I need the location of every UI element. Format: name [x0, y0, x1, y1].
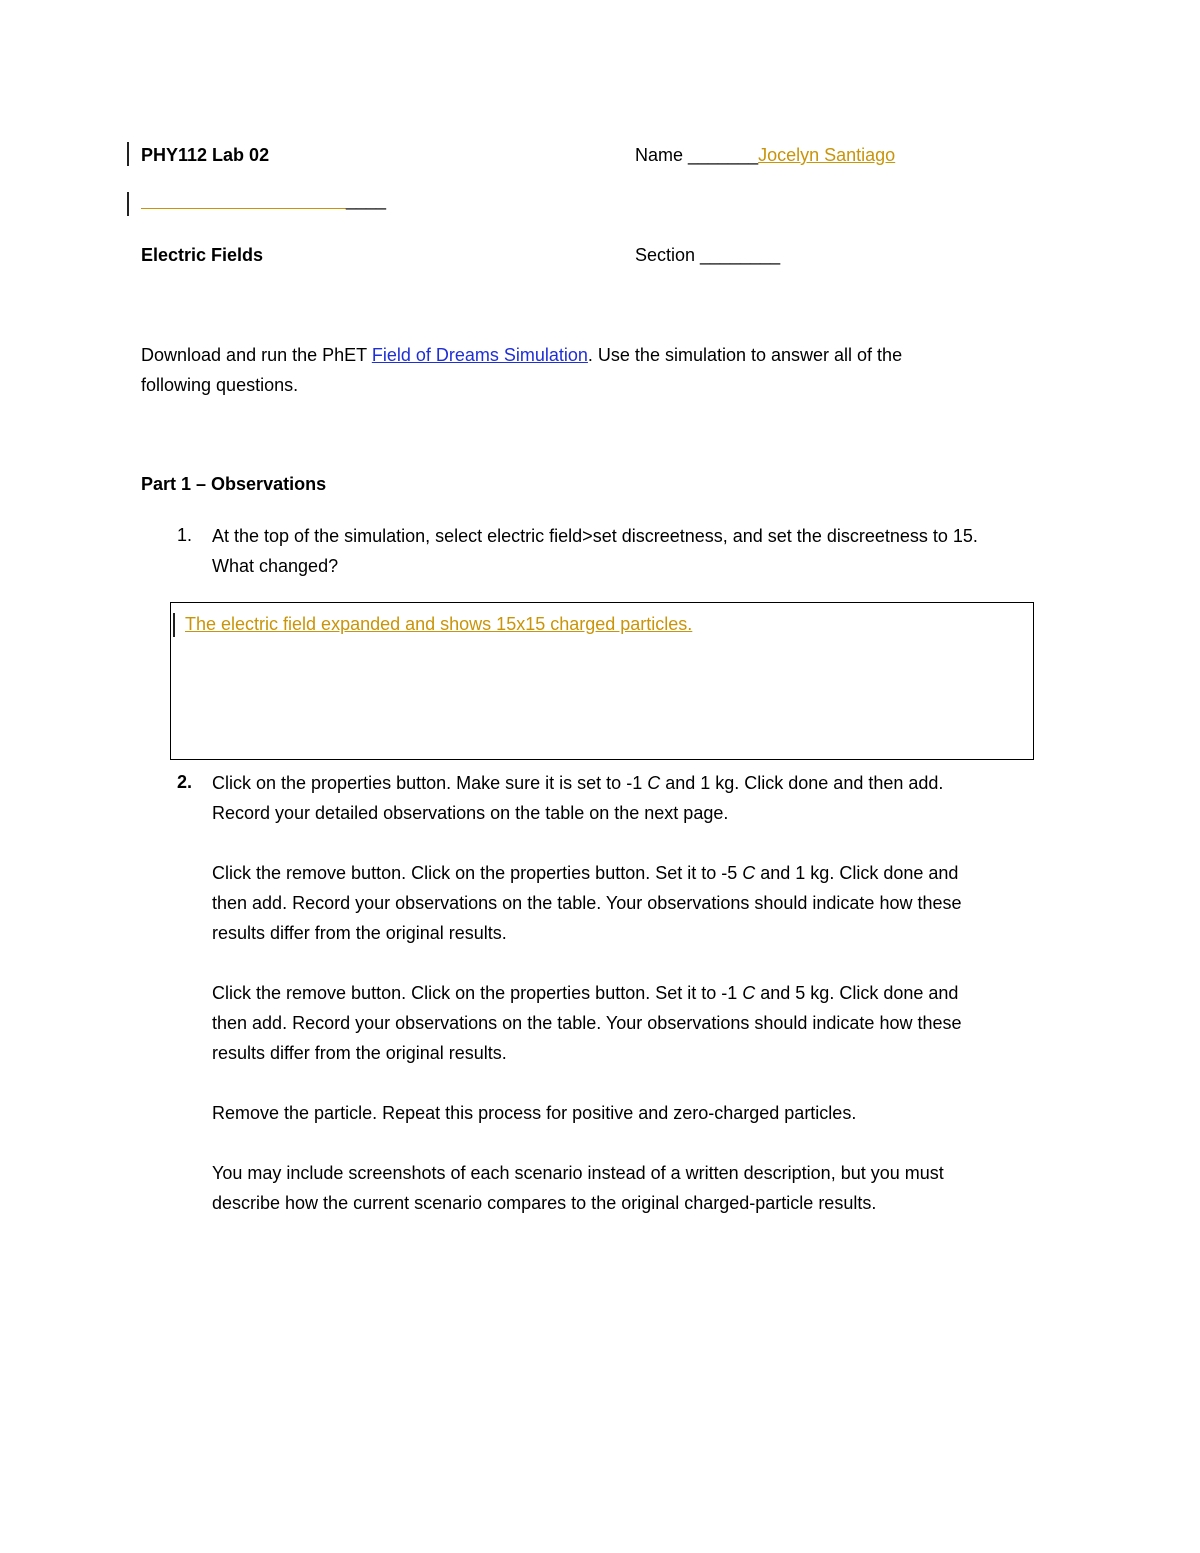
student-name[interactable]: Jocelyn Santiago	[758, 145, 896, 165]
q1-line-2: What changed?	[212, 556, 339, 576]
intro-line-2: following questions.	[141, 375, 299, 395]
q2-p3-line-2: then add. Record your observations on the table. Your observations should indicate how these	[212, 1013, 962, 1033]
answer-text-q1[interactable]: The electric field expanded and shows 15x15 charged particles.	[185, 614, 693, 634]
name-label: Name _______	[635, 145, 759, 165]
course-title: PHY112 Lab 02	[141, 145, 270, 165]
q2-p3-line-3: results differ from the original results.	[212, 1043, 507, 1063]
answer-box-q1[interactable]	[170, 602, 1034, 760]
q2-p1-line-2: Record your detailed observations on the table on the next page.	[212, 803, 729, 823]
q2-p4: Remove the particle. Repeat this process for positive and zero-charged particles.	[212, 1103, 857, 1123]
blank-line	[141, 190, 387, 219]
section-field: Section ________	[635, 245, 781, 265]
intro-line-1: Download and run the PhET Field of Dreams Simulation. Use the simulation to answer all of the	[141, 345, 903, 365]
question-1	[212, 521, 1072, 581]
intro-paragraph	[141, 340, 1041, 400]
question-number: 1.	[177, 525, 193, 545]
name-field	[635, 145, 895, 166]
q2-p2-line-1: Click the remove button. Click on the properties button. Set it to -5 C and 1 kg. Click done and	[212, 863, 959, 883]
q2-p5-line-1: You may include screenshots of each scenario instead of a written description, but you must	[212, 1163, 944, 1183]
q2-p2-line-2: then add. Record your observations on the table. Your observations should indicate how these	[212, 893, 962, 913]
lab-title: Electric Fields	[141, 245, 264, 265]
simulation-link[interactable]: Field of Dreams Simulation	[371, 345, 588, 365]
q2-p2-line-3: results differ from the original results.	[212, 923, 507, 943]
q2-p5-line-2: describe how the current scenario compares to the original charged-particle results.	[212, 1193, 877, 1213]
blank-underline: ____	[346, 190, 387, 210]
question-2	[212, 768, 1072, 1218]
part1-heading: Part 1 – Observations	[141, 474, 327, 494]
gold-underline	[141, 198, 346, 209]
q2-p1-line-1: Click on the properties button. Make sure it is set to -1 C and 1 kg. Click done and then add.	[212, 773, 944, 793]
q2-p3-line-1: Click the remove button. Click on the properties button. Set it to -1 C and 5 kg. Click done and	[212, 983, 959, 1003]
q1-line-1: At the top of the simulation, select electric field>set discreetness, and set the discreetness to 15.	[212, 526, 978, 546]
revision-bar	[127, 142, 129, 166]
question-number: 2.	[177, 772, 193, 792]
revision-bar	[173, 613, 175, 637]
revision-bar	[127, 192, 129, 216]
